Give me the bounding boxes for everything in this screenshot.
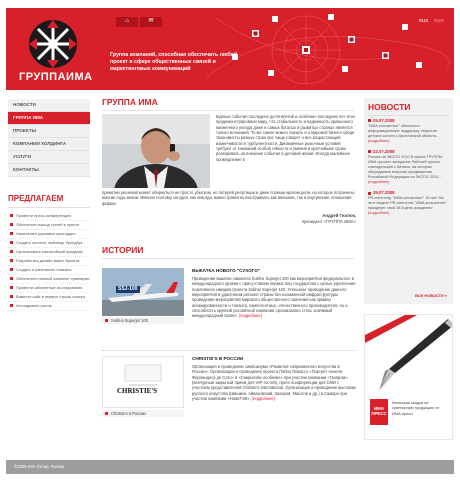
news-more-link[interactable]: (подробнее) [368,211,390,216]
logo-text-group: ГРУППА [19,71,67,83]
news-panel [364,98,453,304]
offer-item[interactable] [8,212,90,221]
news-item[interactable] [368,190,450,216]
bullet-icon [10,232,13,235]
logo-text-ima: ИМА [66,71,93,83]
story-caption-text: Christie's в России [111,411,146,416]
offer-item-label: Создать логотип, эмблему, брендбук [16,240,83,245]
nav-item-services[interactable]: УСЛУГИ [8,151,90,164]
bullet-icon [10,214,13,217]
president-signature [250,213,356,224]
badge-line2: ПРЕСС [371,411,387,416]
lang-eng-link[interactable]: ENG [434,18,444,23]
offer-item-label: Создать и напечатать плакаты [16,267,72,272]
offer-item-label: Обеспечить полный комплект сувенирки [16,276,90,281]
offer-item[interactable] [8,248,90,257]
bullet-icon [10,250,13,253]
news-item[interactable] [368,149,450,185]
all-news-link[interactable]: ВСЕ НОВОСТИ » [415,292,447,298]
news-text [368,124,450,145]
story-headline[interactable]: ВЫКАТКА НОВОГО "СУХОГО" [192,268,261,273]
nav-item-ima-group[interactable]: ГРУППА ИМА [8,112,90,125]
offer-item[interactable] [8,230,90,239]
aircraft-illustration [102,268,184,316]
stories-divider [102,258,354,259]
lang-rus-link[interactable]: RUS [418,18,429,23]
promo-banner[interactable] [364,314,453,440]
news-text [368,155,450,186]
bullet-icon [105,412,108,415]
offer-item-label: Провести кабинетные исследования [16,285,83,290]
thumb-label: CHRISTIE'S [117,387,158,395]
offer-item-label: Напечатать красивые календари [16,231,76,236]
logo-wordmark[interactable] [19,70,93,84]
bullet-icon [368,150,371,153]
news-title: НОВОСТИ [368,102,411,112]
offer-title: ПРЕДЛАГАЕМ [8,194,90,208]
offer-item-label: Организовать масштабный праздник [16,249,83,254]
top-icon-bar [116,17,162,27]
news-more-link[interactable]: (подробнее) [368,138,390,143]
main-nav [8,99,90,177]
news-date-text: 29.07.2008 [373,190,395,196]
bullet-icon [10,259,13,262]
bullet-icon [10,241,13,244]
offer-item-label: Вывести сайт в первые строки поиска [16,294,85,299]
bullet-icon [368,192,371,195]
language-switcher [419,18,444,24]
news-list [368,118,450,221]
news-more-link[interactable]: (подробнее) [368,180,390,185]
story-text [192,276,356,319]
nav-item-companies[interactable]: КОМПАНИИ ХОЛДИНГА [8,138,90,151]
nav-item-contacts[interactable]: КОНТАКТЫ [8,164,90,177]
mail-icon[interactable]: ✉ [140,17,162,27]
signature-role: президент «ГРУППА ИМА» [301,218,356,224]
offer-item-label: Исследовать рынок [16,303,52,308]
offer-list [8,212,90,311]
intro-text: Бурные события последних десятилетий и особенно последних лет ясно продемонстрировали миру, что стабильность и надежность привычного жизненного уклада даже в самых богатых и развитых странах является только иллюзией. То же самое можно сказать и о мировой бизнес-среде. Экономисты разных стран все чаще говорят о все возрастающей изменчивости и турбулентности. Динамичные рыночные условия требуют от компаний особой гибкости и умения в кратчайшие сроки реагировать на внешние события в деловой жизни. Иногда малейшее промедление в [216,114,356,162]
site-header [6,8,454,90]
news-divider [368,115,449,116]
offer-item[interactable] [8,275,90,284]
news-item[interactable] [368,118,450,144]
news-text [368,196,450,217]
bullet-icon [10,268,13,271]
story-card [102,356,356,442]
christies-logo-icon [103,357,183,407]
news-body: "ИМА-консалтинг" обеспечил информационную поддержку открытия детских колонн к Арктической области... [368,123,440,138]
offer-item[interactable] [8,266,90,275]
home-icon[interactable]: ⌂ [116,17,138,27]
offer-item[interactable] [8,221,90,230]
fountain-pen-icon [365,315,453,395]
ima-press-badge [370,399,388,425]
news-body: Россия на ЭКСПО 2010 В офисе ГРУППЫ ИМА прошло заседание Рабочей группы совладельцев с Китаем, на котором обсуждались вопросы продвижения Российской Федерации на ЭКСПО 2010... [368,154,443,180]
signature-name: Андрей Гнатюк, [322,213,356,218]
story-more-link[interactable]: (подробнее) [251,395,276,401]
bullet-icon [10,295,13,298]
story-headline[interactable]: CHRISTIE'S В РОССИИ [192,356,244,361]
story-body: Организация и проведение симпозиума «Развитие современного искусства в России». Организация и проведение проекта Пабло Пикассо «Портрет Анхеля Фернандеса де Сото» в «Синрилове особняке» при участии компании «Газпром» (венчурный закрытый прием для VIP-гостей), пресс-конференции для СМИ с участием представителей Christie's International. Организация и проведение выставки русского искусства (Шишкин, Айвазовский, Захаров, Маштов и др.) в Самаре при участии компании «НоваТЭК». [192,364,356,401]
thumb-label: SSJ-100 [118,286,138,292]
bullet-icon [368,119,371,122]
copyright-text: ©2009 IMA Group, Russia [14,464,64,470]
offer-item-label: Провести пресс-конференцию [16,213,72,218]
bullet-icon [10,286,13,289]
news-date-text: 25.07.2008 [373,118,395,123]
story-divider [102,350,356,351]
bullet-icon [10,277,13,280]
story-body: Проведение выкатки самолета Sukhoi Superjet 100 как мероприятия федерального и международного уровня с присутствием первых лиц государства с целью укрепления позитивного имиджа проекта Sukhoi Superjet 100. Успешное проведение данного мероприятия в удаленном регионе страны без налаженной инфраструктуры проведения мероприятий мирового общественного значения как пример ангажированности и таланта, компетентных, отечественного производителя, но и способность крупной российской компании организовать столь значимый международный проект. [192,276,356,319]
header-tagline: Группа компаний, способная обеспечить любой проект в сфере общественных связей и маркетинговых коммуникаций [110,52,238,72]
badge-text [371,407,386,417]
story-text [192,364,356,401]
offer-item[interactable] [8,302,90,311]
offer-item[interactable] [8,239,90,248]
news-body: PR-агентству "ИМА-консалтинг" 18 лет! На этот неделе PR-агентство "ИМА-консалтинг" празднует свой 18-й день рождения! [368,195,447,211]
badge-line1: ИМА [374,406,384,412]
story-card [102,268,356,346]
offer-item[interactable] [8,257,90,266]
bullet-icon [10,304,13,307]
offer-item[interactable] [8,293,90,302]
story-more-link[interactable]: (подробнее) [238,313,263,319]
offer-item-label: Разработать дизайн-макет буклета [16,258,80,263]
news-date-text: 22.07.2008 [373,149,395,155]
story-thumbnail-christies[interactable] [102,356,184,408]
offer-item-label: Обеспечить выход статей в прессе [16,222,80,227]
offer-item[interactable] [8,284,90,293]
site-footer [6,460,454,474]
president-photo [102,114,210,188]
nav-item-projects[interactable]: ПРОЕКТЫ [8,125,90,138]
bullet-icon [105,319,108,322]
story-caption [102,410,184,417]
page-title: ГРУППА ИМА [102,97,158,107]
intro-text-continued: принятии решений может обернуться не просто убытком, но потерей репутации и даже полным крахом дела, на которое потрачены многие годы жизни. Именно поэтому сегодня, как никогда, важно грамотно выстраивать как внешние, так и внутренние отношения фирмы. [102,190,355,206]
story-thumbnail-aircraft[interactable] [102,268,184,316]
nav-item-news[interactable]: НОВОСТИ [8,99,90,112]
story-caption [102,317,184,324]
promo-text: Июньская скидка на сувенирную продукцию от ИМА-пресс! [392,400,440,416]
stories-title: ИСТОРИИ [102,245,144,255]
bullet-icon [10,223,13,226]
title-divider [102,110,354,111]
story-caption-text: Sukhoi Superjet 100 [111,318,148,323]
